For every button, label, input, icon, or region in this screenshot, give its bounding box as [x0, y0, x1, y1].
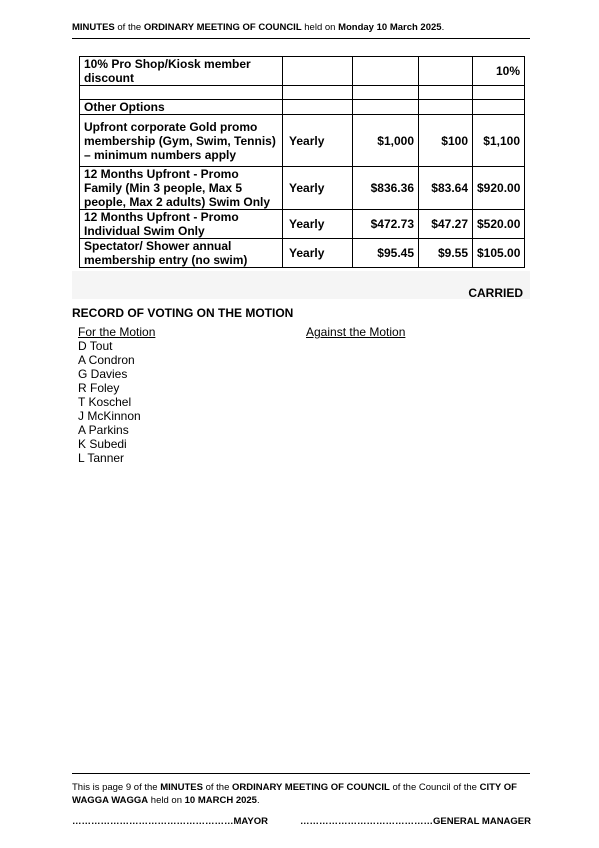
- for-the-motion-list: [78, 339, 141, 465]
- cell-fee: $472.73: [353, 210, 419, 239]
- footer-council: of the Council of the: [389, 782, 480, 793]
- header-period: .: [441, 22, 445, 33]
- table-row: [80, 210, 525, 239]
- list-item: G Davies: [78, 367, 128, 381]
- footer-date: 10 MARCH 2025: [184, 795, 257, 806]
- cell-gst: $9.55: [419, 239, 473, 268]
- cell-fee: [353, 100, 419, 115]
- header-of: of the: [114, 22, 144, 33]
- carried-background: [72, 271, 530, 299]
- footer-page: This is page 9 of the: [72, 782, 161, 793]
- fees-table-body: [80, 57, 525, 268]
- cell-gst: $83.64: [419, 167, 473, 210]
- page-header: [72, 22, 532, 33]
- cell-gst: $47.27: [419, 210, 473, 239]
- list-item: J McKinnon: [78, 409, 141, 423]
- cell-gst: [419, 86, 473, 100]
- fees-table: [79, 56, 525, 268]
- footer-rule: [72, 773, 530, 774]
- footer-minutes: MINUTES: [160, 782, 203, 793]
- list-item: A Parkins: [78, 423, 129, 437]
- footer-period: .: [256, 795, 260, 806]
- cell-total: $920.00: [473, 167, 525, 210]
- mayor-signature-line: ……………………………………………MAYOR: [72, 816, 268, 827]
- against-the-motion-heading: Against the Motion: [306, 325, 406, 339]
- cell-total: 10%: [473, 57, 525, 86]
- cell-freq: Yearly: [283, 239, 353, 268]
- list-item: D Tout: [78, 339, 113, 353]
- footer-city: CITY OF WAGGA WAGGA: [72, 782, 517, 806]
- cell-freq: Yearly: [283, 115, 353, 167]
- table-row: [80, 115, 525, 167]
- cell-freq: [283, 86, 353, 100]
- list-item: R Foley: [78, 381, 120, 395]
- cell-total: $1,100: [473, 115, 525, 167]
- cell-desc: 10% Pro Shop/Kiosk member discount: [80, 57, 283, 86]
- cell-desc: 12 Months Upfront - Promo Family (Min 3 people, Max 5 people, Max 2 adults) Swim Only: [80, 167, 283, 210]
- table-row: [80, 57, 525, 86]
- footer-of: of the: [202, 782, 233, 793]
- cell-fee: [353, 86, 419, 100]
- header-rule: [72, 38, 530, 39]
- header-date: Monday 10 March 2025: [338, 22, 442, 33]
- cell-freq: [283, 100, 353, 115]
- list-item: A Condron: [78, 353, 135, 367]
- cell-fee: $1,000: [353, 115, 419, 167]
- page-footer: [72, 781, 532, 807]
- cell-freq: Yearly: [283, 210, 353, 239]
- cell-total: $105.00: [473, 239, 525, 268]
- table-row: [80, 86, 525, 100]
- list-item: T Koschel: [78, 395, 132, 409]
- cell-total: [473, 100, 525, 115]
- cell-gst: [419, 57, 473, 86]
- cell-total: $520.00: [473, 210, 525, 239]
- general-manager-signature-line: ……………………………………GENERAL MANAGER: [300, 816, 531, 827]
- cell-fee: $95.45: [353, 239, 419, 268]
- list-item: L Tanner: [78, 451, 125, 465]
- header-held-on: held on: [301, 22, 339, 33]
- cell-gst: $100: [419, 115, 473, 167]
- table-row: [80, 100, 525, 115]
- list-item: K Subedi: [78, 437, 127, 451]
- header-meeting: ORDINARY MEETING OF COUNCIL: [143, 22, 302, 33]
- cell-total: [473, 86, 525, 100]
- footer-meeting: ORDINARY MEETING OF COUNCIL: [232, 782, 390, 793]
- cell-gst: [419, 100, 473, 115]
- voting-title: RECORD OF VOTING ON THE MOTION: [72, 306, 294, 320]
- cell-desc: Upfront corporate Gold promo membership (Gym, Swim, Tennis) – minimum numbers apply: [80, 115, 283, 167]
- cell-desc: [80, 86, 283, 100]
- table-row: [80, 167, 525, 210]
- cell-freq: Yearly: [283, 167, 353, 210]
- cell-desc: Spectator/ Shower annual membership entry (no swim): [80, 239, 283, 268]
- header-minutes: MINUTES: [72, 22, 115, 33]
- for-the-motion-heading: For the Motion: [78, 325, 156, 339]
- cell-freq: [283, 57, 353, 86]
- cell-fee: $836.36: [353, 167, 419, 210]
- cell-desc: Other Options: [80, 100, 283, 115]
- table-row: [80, 239, 525, 268]
- footer-held-on: held on: [148, 795, 185, 806]
- cell-fee: [353, 57, 419, 86]
- cell-desc: 12 Months Upfront - Promo Individual Swim Only: [80, 210, 283, 239]
- carried-label: CARRIED: [468, 286, 523, 300]
